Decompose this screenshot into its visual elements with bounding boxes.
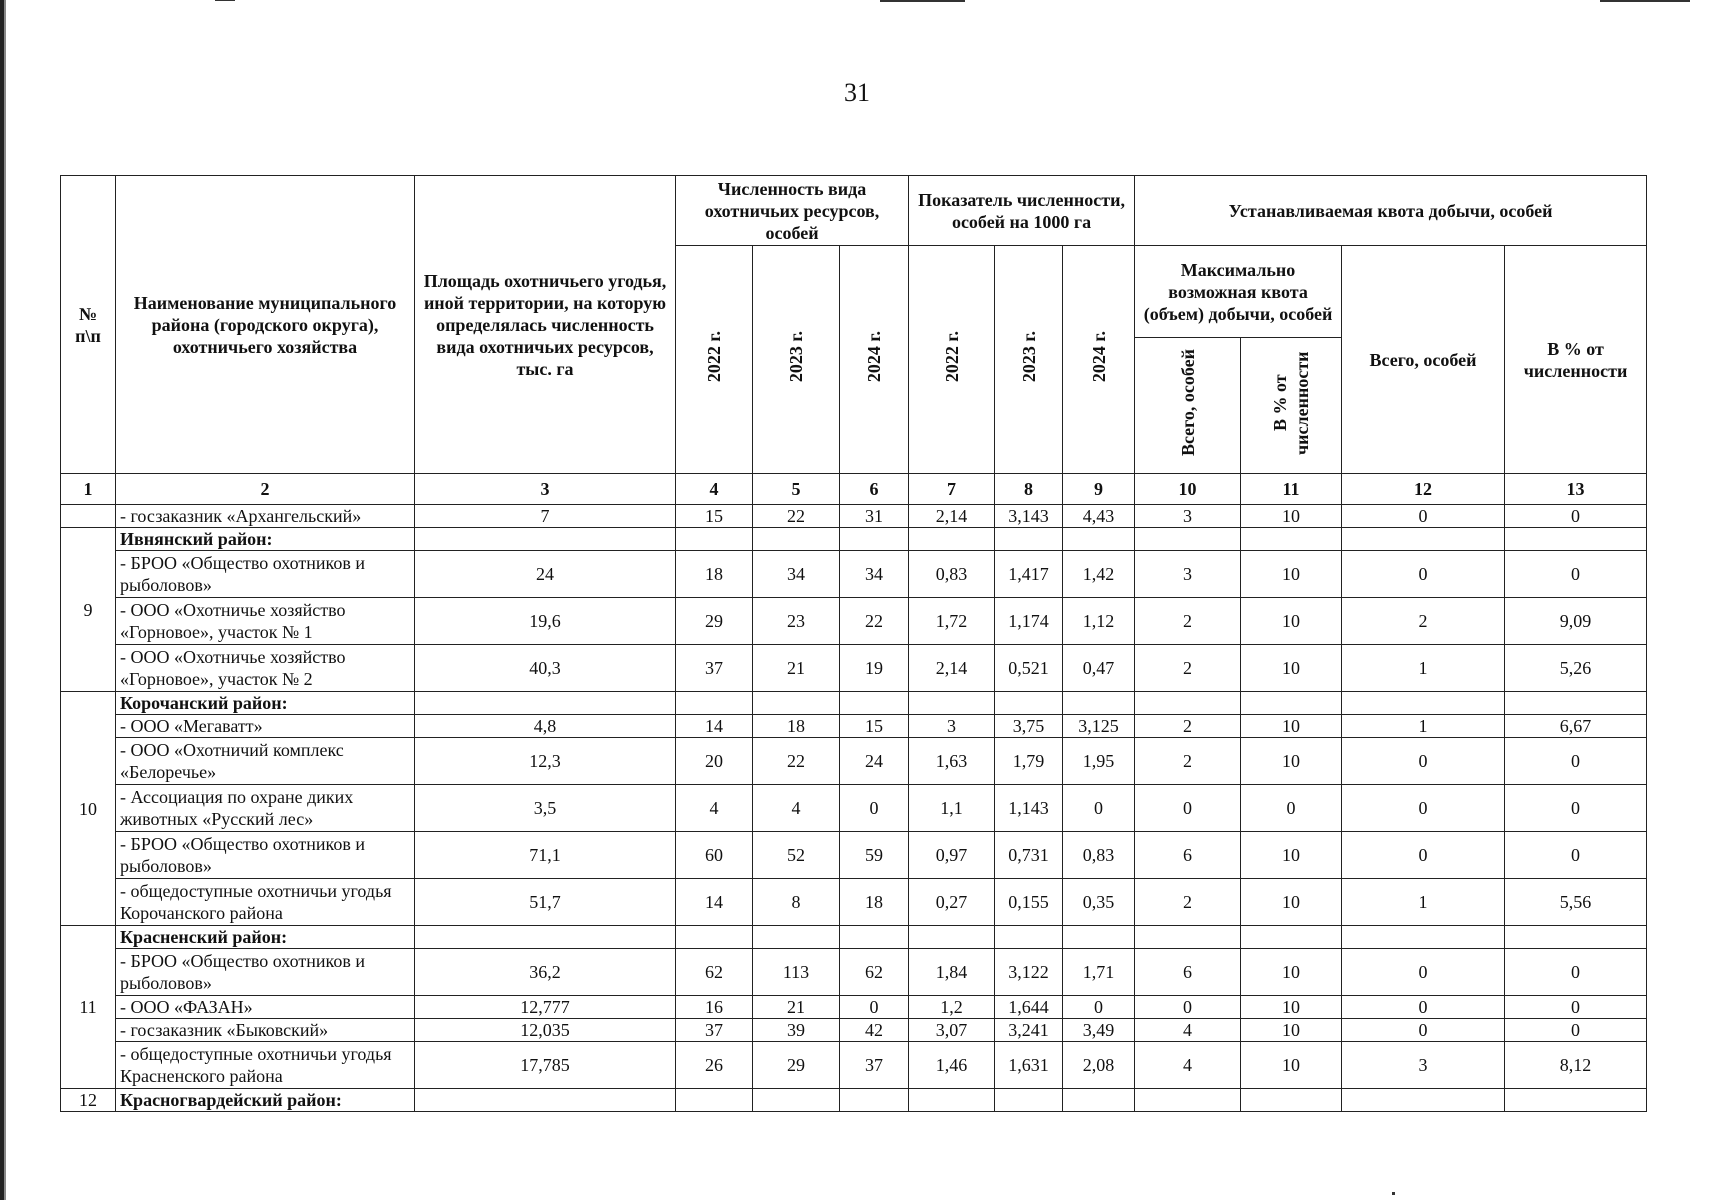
row-name: - ООО «Охотничье хозяйство «Горновое», участок № 1 [116, 598, 415, 645]
cell-value: 18 [753, 715, 840, 738]
cell-value: 1,644 [995, 996, 1063, 1019]
cell-value: 0 [1342, 551, 1505, 598]
cell-value: 0 [1342, 1019, 1505, 1042]
cell-value: 10 [1241, 949, 1342, 996]
cell-value: 2 [1342, 598, 1505, 645]
cell-value: 5,56 [1505, 879, 1647, 926]
cell-value: 3 [1342, 1042, 1505, 1089]
cell-value: 10 [1241, 879, 1342, 926]
col-number: 4 [676, 474, 753, 505]
header-quota-percent: В % от численности [1505, 246, 1647, 474]
cell-value: 1 [1342, 645, 1505, 692]
col-number: 11 [1241, 474, 1342, 505]
cell-value: 5,26 [1505, 645, 1647, 692]
cell-value: 14 [676, 879, 753, 926]
cell-value: 52 [753, 832, 840, 879]
row-name: - ООО «Мегаватт» [116, 715, 415, 738]
cell-value: 62 [840, 949, 909, 996]
cell-value: 3,75 [995, 715, 1063, 738]
cell-value: 42 [840, 1019, 909, 1042]
cell-value: 0,731 [995, 832, 1063, 879]
cell-value: 3,49 [1063, 1019, 1135, 1042]
cell-value: 0 [1505, 738, 1647, 785]
cell-value: 6,67 [1505, 715, 1647, 738]
district-name: Ивнянский район: [116, 528, 415, 551]
cell-value: 0,83 [1063, 832, 1135, 879]
cell-value: 0 [1342, 738, 1505, 785]
cell-value: 3 [909, 715, 995, 738]
cell-value: 2 [1135, 715, 1241, 738]
cell-value: 34 [840, 551, 909, 598]
col-number: 1 [61, 474, 116, 505]
cell-value: 3,143 [995, 505, 1063, 528]
district-name: Красненский район: [116, 926, 415, 949]
cell-value: 1,12 [1063, 598, 1135, 645]
cell-value: 37 [676, 1019, 753, 1042]
cell-area: 4,8 [415, 715, 676, 738]
cell-value: 10 [1241, 551, 1342, 598]
cell-value: 2 [1135, 645, 1241, 692]
cell-value: 0 [1135, 785, 1241, 832]
cell-value: 10 [1241, 738, 1342, 785]
cell-value: 4 [1135, 1042, 1241, 1089]
row-number: 10 [61, 692, 116, 926]
header-density-2023 [995, 246, 1063, 474]
cell-value: 18 [676, 551, 753, 598]
header-density-2023-label: 2023 г. [1018, 331, 1039, 383]
cell-value: 2 [1135, 598, 1241, 645]
cell-value: 1,79 [995, 738, 1063, 785]
cell-value: 8 [753, 879, 840, 926]
cell-value: 0,155 [995, 879, 1063, 926]
col-number: 5 [753, 474, 840, 505]
cell-value: 3 [1135, 551, 1241, 598]
header-count-2024 [840, 246, 909, 474]
cell-value: 3 [1135, 505, 1241, 528]
scan-mark [215, 0, 235, 1]
table-row [61, 551, 1647, 598]
cell-value: 0 [1342, 505, 1505, 528]
table-row [61, 645, 1647, 692]
cell-value: 3,241 [995, 1019, 1063, 1042]
header-max-percent [1241, 338, 1342, 474]
cell-value: 1,71 [1063, 949, 1135, 996]
cell-value: 0 [1063, 785, 1135, 832]
cell-value: 6 [1135, 832, 1241, 879]
cell-value: 34 [753, 551, 840, 598]
cell-value: 1,72 [909, 598, 995, 645]
cell-value: 6 [1135, 949, 1241, 996]
cell-value: 29 [676, 598, 753, 645]
cell-value: 19 [840, 645, 909, 692]
cell-value: 2,14 [909, 505, 995, 528]
cell-value: 10 [1241, 645, 1342, 692]
header-max-percent-label: В % от численности [1270, 351, 1313, 455]
district-name: Корочанский район: [116, 692, 415, 715]
cell-value: 37 [676, 645, 753, 692]
header-max-total-label: Всего, особей [1177, 349, 1198, 457]
table-row [61, 505, 1647, 528]
row-name: - общедоступные охотничьи угодья Корочанского района [116, 879, 415, 926]
cell-value: 1,417 [995, 551, 1063, 598]
district-name: Красногвардейский район: [116, 1089, 415, 1112]
row-name: - госзаказник «Архангельский» [116, 505, 415, 528]
row-name: - ООО «Охотничье хозяйство «Горновое», участок № 2 [116, 645, 415, 692]
cell-value: 10 [1241, 715, 1342, 738]
cell-value: 22 [840, 598, 909, 645]
table-row [61, 879, 1647, 926]
cell-value: 4 [1135, 1019, 1241, 1042]
cell-area: 51,7 [415, 879, 676, 926]
cell-value: 0 [1342, 785, 1505, 832]
header-max-quota-group: Максимально возможная квота (объем) добычи, особей [1135, 246, 1342, 338]
cell-value: 1 [1342, 879, 1505, 926]
cell-value: 1,63 [909, 738, 995, 785]
cell-value: 15 [840, 715, 909, 738]
cell-value: 1,1 [909, 785, 995, 832]
row-number: 9 [61, 528, 116, 692]
cell-value: 0 [1342, 832, 1505, 879]
table-row [61, 996, 1647, 1019]
cell-value: 2 [1135, 738, 1241, 785]
cell-value: 39 [753, 1019, 840, 1042]
cell-area: 40,3 [415, 645, 676, 692]
cell-value: 1,46 [909, 1042, 995, 1089]
col-number: 7 [909, 474, 995, 505]
cell-value: 1,84 [909, 949, 995, 996]
cell-area: 12,3 [415, 738, 676, 785]
col-number: 2 [116, 474, 415, 505]
cell-value: 113 [753, 949, 840, 996]
header-area: Площадь охотничьего угодья, иной территории, на которую определялась численность вида охотничьих ресурсов, тыс. га [415, 176, 676, 474]
cell-value: 10 [1241, 505, 1342, 528]
header-count-2023 [753, 246, 840, 474]
cell-value: 1,143 [995, 785, 1063, 832]
scan-speck [1392, 1192, 1395, 1195]
cell-value: 0,27 [909, 879, 995, 926]
cell-value: 59 [840, 832, 909, 879]
cell-value: 2,14 [909, 645, 995, 692]
cell-value: 60 [676, 832, 753, 879]
cell-area: 17,785 [415, 1042, 676, 1089]
header-count-2024-label: 2024 г. [864, 331, 885, 383]
col-number: 12 [1342, 474, 1505, 505]
cell-value: 62 [676, 949, 753, 996]
cell-value: 0,521 [995, 645, 1063, 692]
page-number: 31 [844, 78, 870, 107]
table-row [61, 785, 1647, 832]
cell-value: 8,12 [1505, 1042, 1647, 1089]
cell-value: 37 [840, 1042, 909, 1089]
cell-area: 24 [415, 551, 676, 598]
cell-value: 21 [753, 996, 840, 1019]
row-number: 12 [61, 1089, 116, 1112]
cell-value: 0 [1505, 996, 1647, 1019]
header-count-2022 [676, 246, 753, 474]
cell-value: 2,08 [1063, 1042, 1135, 1089]
col-number: 13 [1505, 474, 1647, 505]
header-density-group: Показатель численности, особей на 1000 га [909, 176, 1135, 246]
cell-value: 0 [1063, 996, 1135, 1019]
header-quota-group: Устанавливаемая квота добычи, особей [1135, 176, 1647, 246]
cell-value: 0,35 [1063, 879, 1135, 926]
cell-area: 19,6 [415, 598, 676, 645]
cell-area: 12,035 [415, 1019, 676, 1042]
header-density-2022-label: 2022 г. [941, 331, 962, 383]
cell-value: 0 [840, 785, 909, 832]
cell-value: 14 [676, 715, 753, 738]
header-density-2024-label: 2024 г. [1088, 331, 1109, 383]
cell-value: 22 [753, 738, 840, 785]
cell-value: 18 [840, 879, 909, 926]
col-number: 10 [1135, 474, 1241, 505]
hunting-quota-table [60, 175, 1647, 1112]
cell-value: 1,174 [995, 598, 1063, 645]
row-name: - ООО «Охотничий комплекс «Белоречье» [116, 738, 415, 785]
table-row [61, 738, 1647, 785]
cell-value: 3,122 [995, 949, 1063, 996]
header-count-group: Численность вида охотничьих ресурсов, особей [676, 176, 909, 246]
header-no: № п\п [61, 176, 116, 474]
row-name: - БРОО «Общество охотников и рыболовов» [116, 551, 415, 598]
cell-value: 21 [753, 645, 840, 692]
scan-mark [1600, 0, 1690, 2]
district-row [61, 692, 1647, 715]
cell-area: 12,777 [415, 996, 676, 1019]
col-number: 6 [840, 474, 909, 505]
header-density-2022 [909, 246, 995, 474]
cell-value: 26 [676, 1042, 753, 1089]
cell-value: 1,2 [909, 996, 995, 1019]
table-row [61, 949, 1647, 996]
cell-value: 0,97 [909, 832, 995, 879]
table-row [61, 1019, 1647, 1042]
cell-value: 3,125 [1063, 715, 1135, 738]
cell-value: 3,07 [909, 1019, 995, 1042]
cell-value: 20 [676, 738, 753, 785]
cell-value: 15 [676, 505, 753, 528]
cell-value: 1 [1342, 715, 1505, 738]
header-name: Наименование муниципального района (городского округа), охотничьего хозяйства [116, 176, 415, 474]
row-name: - ООО «ФАЗАН» [116, 996, 415, 1019]
cell-area: 71,1 [415, 832, 676, 879]
cell-value: 31 [840, 505, 909, 528]
district-row [61, 1089, 1647, 1112]
row-name: - Ассоциация по охране диких животных «Русский лес» [116, 785, 415, 832]
col-number: 8 [995, 474, 1063, 505]
cell-value: 24 [840, 738, 909, 785]
cell-value: 9,09 [1505, 598, 1647, 645]
district-row [61, 926, 1647, 949]
cell-value: 0 [1135, 996, 1241, 1019]
header-quota-total: Всего, особей [1342, 246, 1505, 474]
col-number: 3 [415, 474, 676, 505]
cell-value: 0,47 [1063, 645, 1135, 692]
table-row [61, 715, 1647, 738]
scan-mark [880, 0, 965, 2]
cell-value: 4,43 [1063, 505, 1135, 528]
cell-value: 10 [1241, 1042, 1342, 1089]
cell-value: 4 [753, 785, 840, 832]
cell-value: 0 [1241, 785, 1342, 832]
row-number: 11 [61, 926, 116, 1089]
header-max-total [1135, 338, 1241, 474]
row-name: - общедоступные охотничьи угодья Красненского района [116, 1042, 415, 1089]
cell-value: 10 [1241, 1019, 1342, 1042]
cell-area: 36,2 [415, 949, 676, 996]
header-count-2022-label: 2022 г. [704, 331, 724, 383]
cell-value: 0 [1505, 551, 1647, 598]
cell-value: 0 [1505, 785, 1647, 832]
cell-value: 1,95 [1063, 738, 1135, 785]
row-name: - БРОО «Общество охотников и рыболовов» [116, 949, 415, 996]
cell-value: 23 [753, 598, 840, 645]
table-row [61, 598, 1647, 645]
cell-value: 2 [1135, 879, 1241, 926]
cell-value: 16 [676, 996, 753, 1019]
cell-value: 0 [1505, 832, 1647, 879]
header-density-2024 [1063, 246, 1135, 474]
header-count-2023-label: 2023 г. [786, 331, 806, 383]
cell-area: 7 [415, 505, 676, 528]
scan-edge-shadow [4, 0, 6, 1200]
cell-area: 3,5 [415, 785, 676, 832]
row-name: - госзаказник «Быковский» [116, 1019, 415, 1042]
col-number: 9 [1063, 474, 1135, 505]
cell-value: 10 [1241, 598, 1342, 645]
cell-value: 29 [753, 1042, 840, 1089]
cell-value: 0 [840, 996, 909, 1019]
cell-value: 4 [676, 785, 753, 832]
cell-value: 0 [1342, 949, 1505, 996]
cell-value: 10 [1241, 996, 1342, 1019]
cell-value: 0 [1505, 1019, 1647, 1042]
cell-value: 0 [1505, 505, 1647, 528]
cell-value: 0 [1505, 949, 1647, 996]
row-name: - БРОО «Общество охотников и рыболовов» [116, 832, 415, 879]
table-row [61, 832, 1647, 879]
cell-value: 0,83 [909, 551, 995, 598]
cell-value: 10 [1241, 832, 1342, 879]
cell-value: 1,631 [995, 1042, 1063, 1089]
cell-value: 0 [1342, 996, 1505, 1019]
district-row [61, 528, 1647, 551]
table-row [61, 1042, 1647, 1089]
cell-value: 1,42 [1063, 551, 1135, 598]
cell-value: 22 [753, 505, 840, 528]
